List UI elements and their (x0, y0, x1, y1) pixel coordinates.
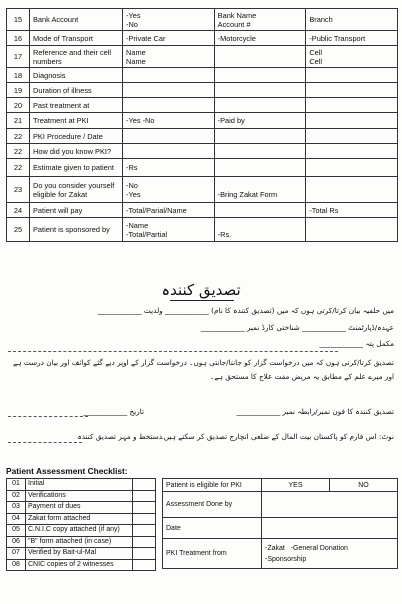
form-row (7, 46, 398, 68)
row-answer-1[interactable] (123, 83, 215, 98)
date-line: تاریخ ____________ (83, 407, 144, 416)
checklist-item (7, 513, 156, 525)
checklist-number: 02 (7, 490, 26, 502)
form-row (7, 129, 398, 144)
checklist-number: 05 (7, 525, 26, 537)
assessment-label: Assessment Done by (163, 492, 262, 518)
verifier-statement-line: میں حلفیہ بیان کرتا/کرتی ہوں کہ میں (تصدیق کنندہ کا نام) ____________ ولدیت ____________ (97, 306, 394, 315)
row-number: 20 (7, 98, 30, 113)
row-answer-1[interactable]: -Private Car (123, 31, 215, 46)
checklist-item (7, 479, 156, 491)
row-answer-3[interactable] (306, 129, 398, 144)
row-label: Patient will pay (30, 203, 123, 218)
general-donation-option[interactable]: -General Donation (290, 544, 348, 552)
row-answer-1[interactable]: -Total/Parial/Name (123, 203, 215, 218)
row-answer-3[interactable] (306, 159, 398, 177)
checklist-item (7, 559, 156, 571)
row-number: 21 (7, 113, 30, 129)
date-field[interactable] (262, 518, 398, 539)
row-label: Do you consider yourself eligible for Zakat (30, 177, 123, 203)
row-label: Bank Account (30, 9, 123, 31)
patient-info-table (6, 8, 398, 242)
row-answer-3[interactable] (306, 144, 398, 159)
row-label: Reference and their cell numbers (30, 46, 123, 68)
row-answer-1[interactable]: -Rs (123, 159, 215, 177)
row-label: Treatment at PKI (30, 113, 123, 129)
row-answer-2[interactable] (214, 203, 306, 218)
checklist-item (7, 536, 156, 548)
checklist-checkbox[interactable] (133, 559, 156, 571)
row-answer-1[interactable] (123, 144, 215, 159)
row-number: 22 (7, 129, 30, 144)
row-number: 19 (7, 83, 30, 98)
checklist-text: Payment of dues (26, 502, 133, 514)
form-row (7, 9, 398, 31)
checklist-number: 06 (7, 536, 26, 548)
row-answer-3[interactable] (306, 177, 398, 203)
row-answer-1[interactable]: -Yes -No (123, 9, 215, 31)
designation-line: عہدہ/ڈپارٹمنٹ ____________ شناختی کارڈ نمبر ____________ (200, 323, 394, 332)
checklist-checkbox[interactable] (133, 548, 156, 560)
no-option[interactable]: NO (330, 479, 398, 492)
signature-label: دستخط و مہر تصدیق کنندہ (77, 432, 162, 441)
row-answer-2[interactable]: -Rs. (214, 218, 306, 242)
form-row (7, 31, 398, 46)
treatment-label: PKI Treatment from (163, 539, 262, 569)
form-row (7, 83, 398, 98)
row-number: 23 (7, 177, 30, 203)
row-label: Duration of illness (30, 83, 123, 98)
row-answer-3[interactable] (306, 218, 398, 242)
row-answer-1[interactable] (123, 98, 215, 113)
assessment-field[interactable] (262, 492, 398, 518)
checklist-item (7, 502, 156, 514)
checklist-checkbox[interactable] (133, 525, 156, 537)
row-answer-1[interactable]: -Name -Total/Partial (123, 218, 215, 242)
row-answer-1[interactable]: -Yes -No (123, 113, 215, 129)
form-row (7, 144, 398, 159)
checklist-number: 08 (7, 559, 26, 571)
form-row (7, 98, 398, 113)
heading-underline (170, 300, 234, 301)
row-answer-2[interactable] (214, 129, 306, 144)
checklist-text: Verifications (26, 490, 133, 502)
zakat-option[interactable]: -Zakat (265, 544, 285, 552)
form-row (7, 159, 398, 177)
verifier-phone-line: تصدیق کنندہ کا فون نمبر/رابطہ نمبر ____________ (236, 407, 394, 416)
verifier-heading: تصدیق کنندہ (161, 281, 241, 299)
row-answer-2[interactable] (214, 46, 306, 68)
row-answer-2[interactable] (214, 68, 306, 83)
checklist-checkbox[interactable] (133, 513, 156, 525)
form-row (7, 68, 398, 83)
verification-paragraph: تصدیق کرتا/کرتی ہوں کہ میں درخواست گزار کو جانتا/جانتی ہوں۔ درخواست گزار کے اوپر دیے گئے کوائف اور بیان درست ہے اور میرے علم کے مطابق یہ مریض مفت علاج کا مستحق ہے۔ (13, 358, 394, 381)
row-answer-2[interactable] (214, 144, 306, 159)
row-answer-2[interactable]: -Bring Zakat Form (214, 177, 306, 203)
address-dash (8, 351, 338, 352)
row-answer-3[interactable]: Cell Cell (306, 46, 398, 68)
checklist-checkbox[interactable] (133, 502, 156, 514)
row-answer-2[interactable] (214, 83, 306, 98)
assessment-checklist (6, 478, 156, 571)
date-label: Date (163, 518, 262, 539)
checklist-item (7, 548, 156, 560)
form-row (7, 218, 398, 242)
row-number: 24 (7, 203, 30, 218)
checklist-text: CNIC copies of 2 witnesses (26, 559, 133, 571)
checklist-item (7, 490, 156, 502)
row-number: 15 (7, 9, 30, 31)
signature-dash (8, 442, 82, 443)
row-answer-2[interactable] (214, 159, 306, 177)
checklist-text: Zakat form attached (26, 513, 133, 525)
row-number: 17 (7, 46, 30, 68)
checklist-text: Initial (26, 479, 133, 491)
address-line: مکمل پتہ ____________ (319, 339, 394, 348)
row-answer-1[interactable]: -No -Yes (123, 177, 215, 203)
row-answer-3[interactable]: -Total Rs (306, 203, 398, 218)
row-answer-3[interactable] (306, 113, 398, 129)
row-number: 22 (7, 144, 30, 159)
treatment-options (262, 539, 398, 569)
row-answer-3[interactable] (306, 83, 398, 98)
checklist-item (7, 525, 156, 537)
row-answer-3[interactable]: -Public Transport (306, 31, 398, 46)
row-label: Mode of Transport (30, 31, 123, 46)
checklist-number: 01 (7, 479, 26, 491)
row-answer-1[interactable]: Name Name (123, 46, 215, 68)
checklist-text: "B" form attached (in case) (26, 536, 133, 548)
form-row (7, 203, 398, 218)
row-label: Past treatment at (30, 98, 123, 113)
checklist-title: Patient Assessment Checklist: (6, 466, 128, 476)
checklist-checkbox[interactable] (133, 536, 156, 548)
row-number: 16 (7, 31, 30, 46)
yes-option[interactable]: YES (262, 479, 330, 492)
checklist-number: 03 (7, 502, 26, 514)
row-answer-1[interactable] (123, 68, 215, 83)
checklist-text: C.N.I.C copy attached (if any) (26, 525, 133, 537)
row-answer-3[interactable] (306, 68, 398, 83)
row-answer-3[interactable]: Branch (306, 9, 398, 31)
row-label: Diagnosis (30, 68, 123, 83)
sponsorship-option[interactable]: -Sponsorship (265, 555, 307, 563)
checklist-checkbox[interactable] (133, 479, 156, 491)
eligible-label: Patient is eligible for PKI (163, 479, 262, 492)
row-answer-2[interactable]: -Motorcycle (214, 31, 306, 46)
row-answer-1[interactable] (123, 129, 215, 144)
form-row (7, 113, 398, 129)
row-answer-2[interactable] (214, 98, 306, 113)
row-number: 25 (7, 218, 30, 242)
row-answer-2[interactable]: -Paid by (214, 113, 306, 129)
row-label: Estimate given to patient (30, 159, 123, 177)
row-number: 22 (7, 159, 30, 177)
row-answer-3[interactable] (306, 98, 398, 113)
row-label: Patient is sponsored by (30, 218, 123, 242)
date-dash (8, 416, 88, 417)
checklist-number: 07 (7, 548, 26, 560)
checklist-number: 04 (7, 513, 26, 525)
row-label: PKI Procedure / Date (30, 129, 123, 144)
checklist-checkbox[interactable] (133, 490, 156, 502)
row-number: 18 (7, 68, 30, 83)
form-row (7, 177, 398, 203)
row-label: How did you know PKI? (30, 144, 123, 159)
urdu-note: نوٹ: اس فارم کو پاکستان بیت المال کے ضلعی انچارج تصدیق کر سکتے ہیں۔ (159, 432, 394, 441)
pki-eligibility-table (162, 478, 398, 569)
checklist-text: Verified by Bait-ul-Mal (26, 548, 133, 560)
row-answer-2[interactable]: Bank Name Account # (214, 9, 306, 31)
